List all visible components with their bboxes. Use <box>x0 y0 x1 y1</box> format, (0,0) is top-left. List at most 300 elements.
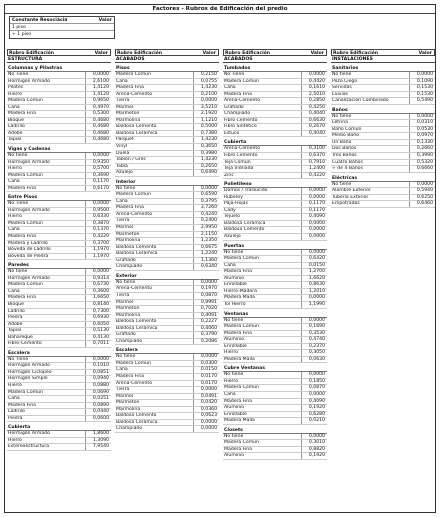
row-label: Bóveda de Piedra <box>8 253 49 259</box>
row-label: Champiado <box>116 426 143 432</box>
row-label: Baldosa Cerámica <box>116 130 158 136</box>
row-label: Tejuelo <box>224 214 240 220</box>
table-row <box>223 131 327 138</box>
table-row <box>331 98 435 105</box>
row-value: 0,7910 <box>301 160 327 166</box>
row-label: Caña <box>224 262 236 268</box>
row-label: Grafiado <box>116 257 136 263</box>
row-value: 0,3530 <box>301 331 327 337</box>
row-label: Mármol <box>116 225 134 231</box>
row-value: 0,4740 <box>301 337 327 343</box>
row-label: + de 4 Baños <box>332 166 363 172</box>
row-label: Piedra <box>8 415 23 421</box>
row-value: 1,1970 <box>85 254 111 260</box>
row-value: 0,0000 <box>85 201 111 207</box>
constante-row <box>10 24 114 31</box>
row-value: 3,7260 <box>193 205 219 211</box>
row-label: Grafiado <box>224 104 244 110</box>
table-row <box>7 341 111 348</box>
table-row <box>7 416 111 423</box>
row-value: 0,0000 <box>193 426 219 432</box>
row-value: 0,7380 <box>193 131 219 137</box>
rubro-column <box>223 49 327 460</box>
row-label: Caña <box>116 198 128 204</box>
row-value: 0,1170 <box>85 179 111 185</box>
row-value: 0,0000 <box>301 188 327 194</box>
row-value: 0,9650 <box>85 98 111 104</box>
row-value: 1,4230 <box>193 85 219 91</box>
row-value: 0,3870 <box>85 221 111 227</box>
row-value: 0,3980 <box>193 151 219 157</box>
table-row <box>331 201 435 208</box>
row-value: 0,8820 <box>301 447 327 453</box>
row-label: No tiene <box>8 153 28 159</box>
row-label: Pozo Ciego <box>332 78 358 84</box>
row-value: 0,1010 <box>85 363 111 369</box>
table-row <box>7 186 111 193</box>
row-label: Letrina <box>332 120 348 126</box>
row-value: 0,3650 <box>193 144 219 150</box>
row-value: 0,0000 <box>301 318 327 324</box>
row-value: 0,1970 <box>193 286 219 292</box>
row-value: 0,1170 <box>301 201 327 207</box>
row-value: 0,7300 <box>85 309 111 315</box>
row-value: 0,4220 <box>85 234 111 240</box>
row-value: 0,9350 <box>85 160 111 166</box>
row-label: Madera Común <box>116 360 152 366</box>
row-value: 0,0000 <box>301 250 327 256</box>
row-label: Madera Malla <box>224 295 255 301</box>
section-title: Pisos <box>115 65 219 72</box>
row-value: 0,3700 <box>85 241 111 247</box>
row-value: 0,3010 <box>301 440 327 446</box>
section-title: Cubierta <box>7 424 111 431</box>
row-value: 0,0600 <box>85 416 111 422</box>
row-value: 0,4090 <box>301 399 327 405</box>
row-label: Cuatro Baños <box>332 159 363 165</box>
row-value: 0,0170 <box>193 381 219 387</box>
row-value: 0,4680 <box>85 137 111 143</box>
row-label: Tapial <box>8 137 22 143</box>
row-label: Madera Común <box>224 78 260 84</box>
row-value: 0,1690 <box>301 324 327 330</box>
row-value: 0,4680 <box>85 124 111 130</box>
row-label: Azulejo <box>224 234 241 240</box>
row-label: Baldosa Cemento <box>224 227 265 233</box>
row-value: 0,7011 <box>85 341 111 347</box>
row-label: Hierro <box>8 214 22 220</box>
row-value: 0,1170 <box>301 208 327 214</box>
row-value: 0,5000 <box>193 124 219 130</box>
row-value: 0,9314 <box>85 276 111 282</box>
row-value: 1,4120 <box>85 92 111 98</box>
constante-header-label: Constante Resociáciá <box>12 18 68 23</box>
row-label: Paja-Hojas <box>224 201 248 207</box>
row-value: 0,0000 <box>301 434 327 440</box>
row-value: 0,2150 <box>193 72 219 78</box>
row-value: 0,0000 <box>85 153 111 159</box>
row-label: Vinyl <box>116 144 128 150</box>
section-title: Interior <box>115 179 219 186</box>
row-label: Alambre Exterior <box>332 188 371 194</box>
row-label: Azulejo <box>116 170 133 176</box>
row-value: 0,6590 <box>193 192 219 198</box>
row-value: 0,3050 <box>301 350 327 356</box>
row-label: Estuco <box>224 130 240 136</box>
row-label: Madera Fina <box>116 373 144 379</box>
row-label: Caña <box>8 104 20 110</box>
constante-header <box>10 17 114 24</box>
row-label: Arena-Cemento <box>116 91 152 97</box>
row-value: 0,4970 <box>85 105 111 111</box>
row-label: Marmeton <box>116 231 140 237</box>
row-label: Marmeton <box>116 111 140 117</box>
row-value: 0,2400 <box>193 218 219 224</box>
table-row <box>7 137 111 144</box>
row-value: 0,0000 <box>193 354 219 360</box>
row-value: 0,4040 <box>301 131 327 137</box>
table-row <box>223 173 327 180</box>
row-value: 0,2100 <box>193 92 219 98</box>
row-value: 0,0000 <box>301 372 327 378</box>
row-value: 0,4040 <box>301 111 327 117</box>
row-value: 0,0210 <box>301 418 327 424</box>
row-value: 0,3790 <box>193 332 219 338</box>
row-label: Marmolina <box>116 312 141 318</box>
section-title: Sanitarios <box>331 65 435 72</box>
section-title: Escalera <box>7 350 111 357</box>
row-value: 0,5320 <box>409 160 435 166</box>
row-value: 0,6050 <box>85 322 111 328</box>
row-value: 0,4680 <box>85 118 111 124</box>
table-row <box>7 444 111 451</box>
row-label: No tiene <box>116 185 136 191</box>
row-label: Hormigón Armado <box>8 275 50 281</box>
row-label: Pilotes <box>8 85 24 91</box>
row-value: 1,4230 <box>193 137 219 143</box>
row-label: Madera Fina <box>8 111 36 117</box>
row-label: Hormigón Armado <box>8 78 50 84</box>
row-value: 0,0150 <box>193 367 219 373</box>
row-label: Aluminio <box>224 405 245 411</box>
row-value: 0,0880 <box>85 383 111 389</box>
row-label: No tiene <box>116 279 136 285</box>
row-label: Baño Común <box>332 126 362 132</box>
table-frame <box>4 4 436 513</box>
row-value: 0,0690 <box>85 390 111 396</box>
row-label: Baldosa Cemento <box>116 244 157 250</box>
row-label: Madera Fina <box>224 398 252 404</box>
row-value: 2,9950 <box>193 225 219 231</box>
row-label: Arena-Cemento <box>116 211 152 217</box>
row-value: 0,6490 <box>193 170 219 176</box>
row-value: 3,5210 <box>193 105 219 111</box>
row-value: 0,1330 <box>409 140 435 146</box>
row-value: 0,2850 <box>301 98 327 104</box>
row-label: Lluvias <box>332 91 348 97</box>
row-label: Tablón / Gres <box>116 157 146 163</box>
row-label: Enrollable <box>224 411 247 417</box>
row-label: Estereoestructura <box>8 444 50 450</box>
row-label: Madera Común <box>224 324 260 330</box>
row-value: 0,0000 <box>193 420 219 426</box>
row-label: Tapial <box>8 328 22 334</box>
constante-row-label: 1 piso <box>12 25 26 30</box>
row-value: 0,0000 <box>301 72 327 78</box>
row-label: Duela <box>116 150 130 156</box>
row-value: 0,0970 <box>409 133 435 139</box>
row-value: 0,0870 <box>301 385 327 391</box>
column-category: INSTALACIONES <box>331 56 435 63</box>
row-value: 0,6340 <box>193 264 219 270</box>
section-title: Vigas y Cadenas <box>7 146 111 153</box>
constante-header-value: Valor <box>98 18 112 23</box>
row-value: 0,1610 <box>301 85 327 91</box>
row-label: No tiene <box>224 249 244 255</box>
row-value: 0,0310 <box>409 120 435 126</box>
column-header-label: Rubro Edificación <box>117 51 163 56</box>
row-label: Baldosa Cemento <box>116 413 157 419</box>
row-value: 1,1990 <box>301 302 327 308</box>
row-label: Caña <box>116 78 128 84</box>
table-row <box>115 426 219 433</box>
column-header-value: Valor <box>310 51 324 56</box>
row-value: 0,9991 <box>193 300 219 306</box>
row-value: 1,2010 <box>301 289 327 295</box>
row-label: Ladrillo <box>8 124 25 130</box>
row-label: Fibro Sintético <box>224 124 257 130</box>
row-value: 0,4130 <box>85 335 111 341</box>
row-value: 0,4090 <box>301 214 327 220</box>
row-label: Aluminio <box>224 337 245 343</box>
row-value: 0,6460 <box>409 201 435 207</box>
row-label: Enrollable <box>224 343 247 349</box>
row-value: 0,2227 <box>193 319 219 325</box>
row-value: 0,0000 <box>301 195 327 201</box>
row-label: Madera Fina <box>8 234 36 240</box>
row-label: Tierra <box>116 98 130 104</box>
row-value: 0,5130 <box>85 328 111 334</box>
row-label: Champiado <box>116 264 143 270</box>
row-label: Bloque <box>8 301 24 307</box>
row-label: Arena-Cemento <box>116 286 152 292</box>
row-value: 1,4120 <box>85 85 111 91</box>
row-label: Medio Baño <box>332 133 359 139</box>
table-row <box>223 418 327 425</box>
row-label: Fibro Cemento <box>224 153 258 159</box>
row-value: 0,1920 <box>301 405 327 411</box>
row-label: Madera Fina <box>116 85 144 91</box>
row-value: 1,2350 <box>193 238 219 244</box>
row-label: Madera y Ladrillo <box>8 240 48 246</box>
row-value: 0,0170 <box>193 374 219 380</box>
section-title: Puertas <box>223 243 327 250</box>
row-value: 0,1920 <box>301 453 327 459</box>
row-value: 0,3600 <box>85 289 111 295</box>
page-title: Factores - Rubros de Edificación del predio <box>5 5 435 14</box>
row-label: Domos / Traslúcido <box>224 188 268 194</box>
row-value: 0,4091 <box>193 313 219 319</box>
row-label: Marmeton <box>116 306 140 312</box>
row-label: Piedra <box>8 315 23 321</box>
row-label: Caña <box>224 85 236 91</box>
row-value: 0,6630 <box>301 118 327 124</box>
row-value: 0,6280 <box>301 412 327 418</box>
row-label: No tiene <box>332 113 352 119</box>
row-label: Hierro <box>8 437 22 443</box>
row-label: Marmolina <box>116 238 141 244</box>
row-value: 0,0940 <box>85 376 111 382</box>
row-label: Madera Malla <box>224 418 255 424</box>
row-value: 0,2660 <box>409 146 435 152</box>
row-label: Hierro-Madera <box>224 288 257 294</box>
row-label: Caña <box>8 179 20 185</box>
row-value: 2,1150 <box>193 232 219 238</box>
row-label: Teja Vidriada <box>224 166 254 172</box>
row-label: Mármol <box>116 393 134 399</box>
row-value: 0,0000 <box>193 387 219 393</box>
row-value: 0,4240 <box>193 212 219 218</box>
row-label: Servidas <box>332 85 352 91</box>
row-value: 0,0420 <box>193 400 219 406</box>
row-label: Madera Fina <box>8 185 36 191</box>
row-label: Hormigón Armado <box>8 431 50 437</box>
constante-table <box>9 16 115 39</box>
constante-row <box>10 31 114 38</box>
section-title: Cubierta <box>223 139 327 146</box>
row-value: 0,4220 <box>301 173 327 179</box>
row-value: 0,0440 <box>85 409 111 415</box>
row-label: Ladrillo <box>8 409 25 415</box>
row-value: 0,0150 <box>301 263 327 269</box>
row-label: Baldosa Cerámica <box>116 251 158 257</box>
row-label: Hormigón Ciclopeo <box>8 369 52 375</box>
row-value: 0,0630 <box>301 357 327 363</box>
row-label: Parquet <box>116 137 134 143</box>
row-label: Grafiado <box>116 332 136 338</box>
row-value: 1,1210 <box>193 118 219 124</box>
row-value: 0,5700 <box>85 166 111 172</box>
row-label: Hierro <box>8 91 22 97</box>
row-label: No Tiene <box>8 201 29 207</box>
row-label: Hormigón Armado <box>8 363 50 369</box>
row-label: Madera Común <box>116 192 152 198</box>
row-label: Madera Común <box>224 385 260 391</box>
section-title: Tumbados <box>223 65 327 72</box>
row-value: 0,0000 <box>409 114 435 120</box>
row-value: 0,6370 <box>301 153 327 159</box>
row-label: Marmeton <box>116 400 140 406</box>
row-label: Champiado <box>116 338 143 344</box>
table-row <box>115 339 219 346</box>
column-header <box>7 49 111 56</box>
row-value: 0,4060 <box>193 326 219 332</box>
column-header-label: Rubro Edificación <box>9 51 55 56</box>
row-label: Madera Común <box>8 172 44 178</box>
row-value: 0,2370 <box>301 344 327 350</box>
column-category: ACABADOS <box>115 56 219 63</box>
row-value: 0,6420 <box>301 256 327 262</box>
row-value: 1,4230 <box>193 157 219 163</box>
column-header <box>223 49 327 56</box>
row-value: 0,9500 <box>85 208 111 214</box>
row-value: 0,6330 <box>85 214 111 220</box>
row-label: Caña <box>8 288 20 294</box>
table-row <box>331 166 435 173</box>
row-value: 0,0755 <box>193 79 219 85</box>
table-row <box>223 357 327 364</box>
section-title: Ventanas <box>223 311 327 318</box>
row-label: Enrollable <box>224 282 247 288</box>
row-value: 0,0000 <box>193 98 219 104</box>
row-value: 0,8630 <box>301 282 327 288</box>
section-title: Exterior <box>115 273 219 280</box>
row-value: 0,0251 <box>85 396 111 402</box>
column-category: ESTRUCTURA <box>7 56 111 63</box>
row-label: No Tiene <box>8 72 29 77</box>
row-value: 0,0491 <box>193 394 219 400</box>
section-title: Entre Pisos <box>7 194 111 201</box>
constante-row-label: + 1 piso <box>12 32 32 37</box>
row-label: Tabla <box>116 163 128 169</box>
row-label: Madera Común <box>224 256 260 262</box>
row-label: Hormigón Simple <box>8 376 48 382</box>
row-label: No Tiene <box>8 356 29 362</box>
table-row <box>223 453 327 460</box>
row-value: 1,6650 <box>85 295 111 301</box>
column-header-label: Rubro Edificación <box>225 51 271 56</box>
rubro-column <box>331 49 435 208</box>
row-label: Fibro Cemento <box>224 117 258 123</box>
row-value: 0,3100 <box>301 146 327 152</box>
row-label: Baldosa Cemento <box>116 319 157 325</box>
row-label: No tiene <box>8 269 28 275</box>
row-label: Teja Común <box>224 159 251 165</box>
rubro-column <box>115 49 219 433</box>
row-value: 1,1970 <box>85 247 111 253</box>
row-value: 0,0000 <box>301 221 327 227</box>
rubro-column <box>7 49 111 451</box>
row-value: 2,6100 <box>85 79 111 85</box>
row-value: 0,6170 <box>85 186 111 192</box>
row-label: Madera Común <box>8 220 44 226</box>
row-value: 1,2400 <box>301 166 327 172</box>
row-label: Tubería Exterior <box>332 194 369 200</box>
row-value: 0,0851 <box>85 370 111 376</box>
row-value: 0,4680 <box>85 131 111 137</box>
row-label: Bóveda de Ladrillo <box>8 247 51 253</box>
section-title: Eléctricas <box>331 175 435 182</box>
row-value: 0,0000 <box>85 269 111 275</box>
column-header-value: Valor <box>202 51 216 56</box>
row-value: 0,1530 <box>409 92 435 98</box>
row-value: 0,0000 <box>409 72 435 78</box>
row-label: Madera Fina <box>224 330 252 336</box>
row-value: 0,5490 <box>409 98 435 104</box>
column-header-value: Valor <box>94 51 108 56</box>
row-value: 0,6930 <box>85 315 111 321</box>
row-value: 0,0360 <box>193 407 219 413</box>
row-label: Caña <box>116 367 128 373</box>
row-label: Madera Fina <box>8 402 36 408</box>
row-value: 1,2240 <box>193 251 219 257</box>
row-label: Aluminio <box>224 453 245 459</box>
row-label: Madera Común <box>224 440 260 446</box>
row-value: 0,3795 <box>193 199 219 205</box>
row-value: 0,0870 <box>193 293 219 299</box>
row-label: Madera Fina <box>224 269 252 275</box>
row-value: 0,0000 <box>301 227 327 233</box>
